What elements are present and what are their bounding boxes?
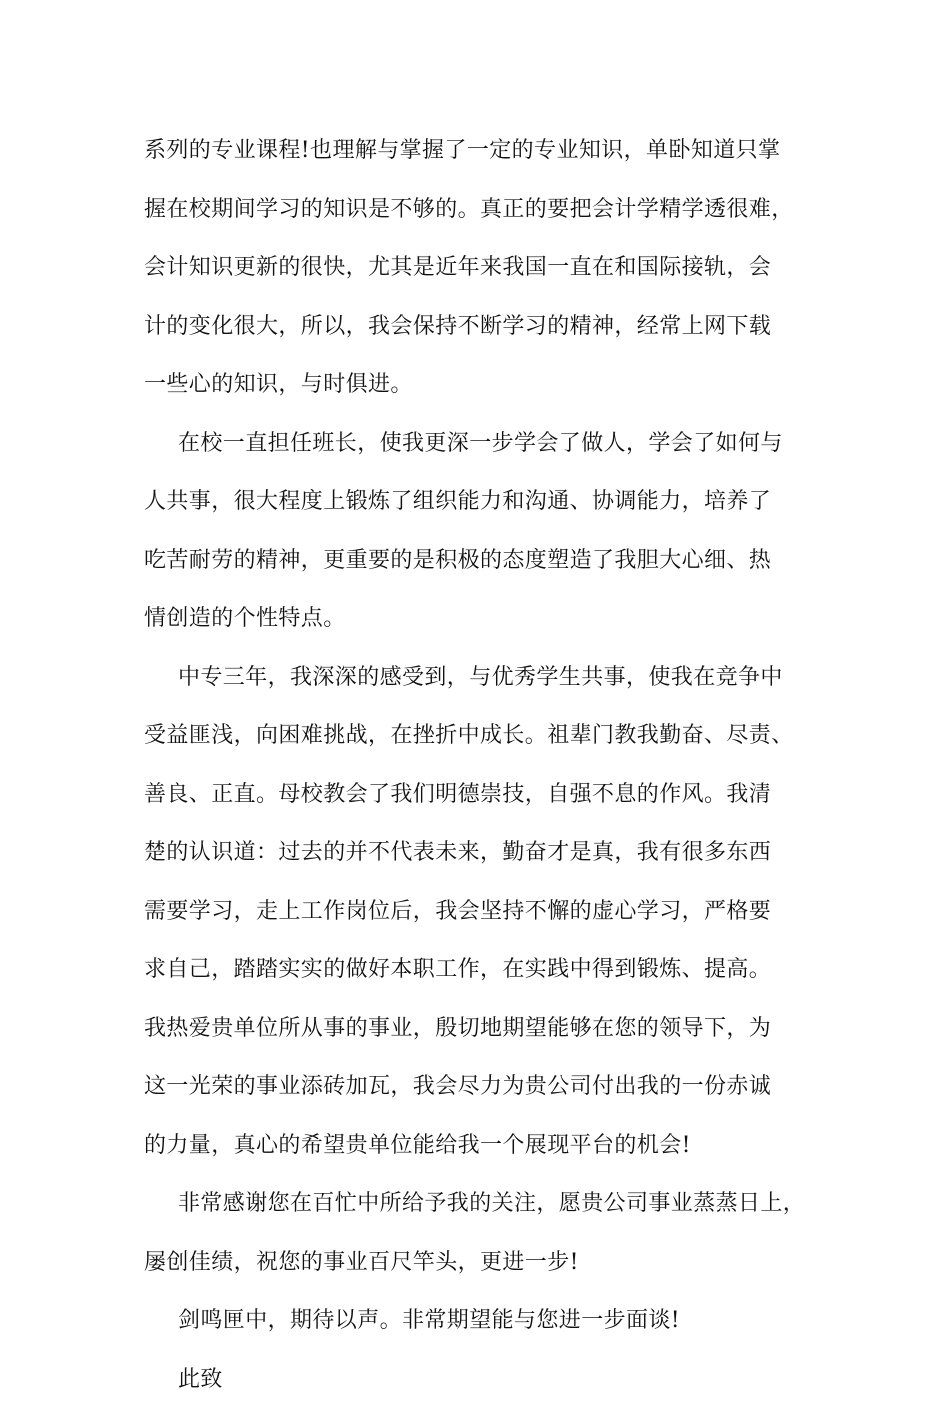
text-line: 系列的专业课程!也理解与掌握了一定的专业知识，单卧知道只掌 [144,126,814,185]
text-line: 非常感谢您在百忙中所给予我的关注，愿贵公司事业蒸蒸日上， [144,1179,814,1238]
text-line: 受益匪浅，向困难挑战，在挫折中成长。祖辈门教我勤奋、尽责、 [144,711,814,770]
text-line: 情创造的个性特点。 [144,594,814,653]
text-line: 会计知识更新的很快，尤其是近年来我国一直在和国际接轨，会 [144,243,814,302]
text-line: 人共事，很大程度上锻炼了组织能力和沟通、协调能力，培养了 [144,477,814,536]
text-line: 我热爱贵单位所从事的事业，殷切地期望能够在您的领导下，为 [144,1004,814,1063]
text-line: 中专三年，我深深的感受到，与优秀学生共事，使我在竞争中 [144,653,814,712]
text-line: 一些心的知识，与时俱进。 [144,360,814,419]
text-line: 求自己，踏踏实实的做好本职工作，在实践中得到锻炼、提高。 [144,945,814,1004]
text-line: 的力量，真心的希望贵单位能给我一个展现平台的机会! [144,1121,814,1180]
letter-body [144,126,814,1413]
text-line: 此致 [144,1355,814,1413]
text-line: 需要学习，走上工作岗位后，我会坚持不懈的虚心学习，严格要 [144,887,814,946]
text-line: 剑鸣匣中，期待以声。非常期望能与您进一步面谈! [144,1296,814,1355]
text-line: 吃苦耐劳的精神，更重要的是积极的态度塑造了我胆大心细、热 [144,536,814,595]
text-line: 在校一直担任班长，使我更深一步学会了做人，学会了如何与 [144,419,814,478]
text-line: 握在校期间学习的知识是不够的。真正的要把会计学精学透很难， [144,185,814,244]
text-line: 善良、正直。母校教会了我们明德崇技，自强不息的作风。我清 [144,770,814,829]
text-line: 屡创佳绩，祝您的事业百尺竿头，更进一步! [144,1238,814,1297]
text-line: 这一光荣的事业添砖加瓦，我会尽力为贵公司付出我的一份赤诚 [144,1062,814,1121]
text-line: 计的变化很大，所以，我会保持不断学习的精神，经常上网下载 [144,302,814,361]
text-line: 楚的认识道：过去的并不代表未来，勤奋才是真，我有很多东西 [144,828,814,887]
